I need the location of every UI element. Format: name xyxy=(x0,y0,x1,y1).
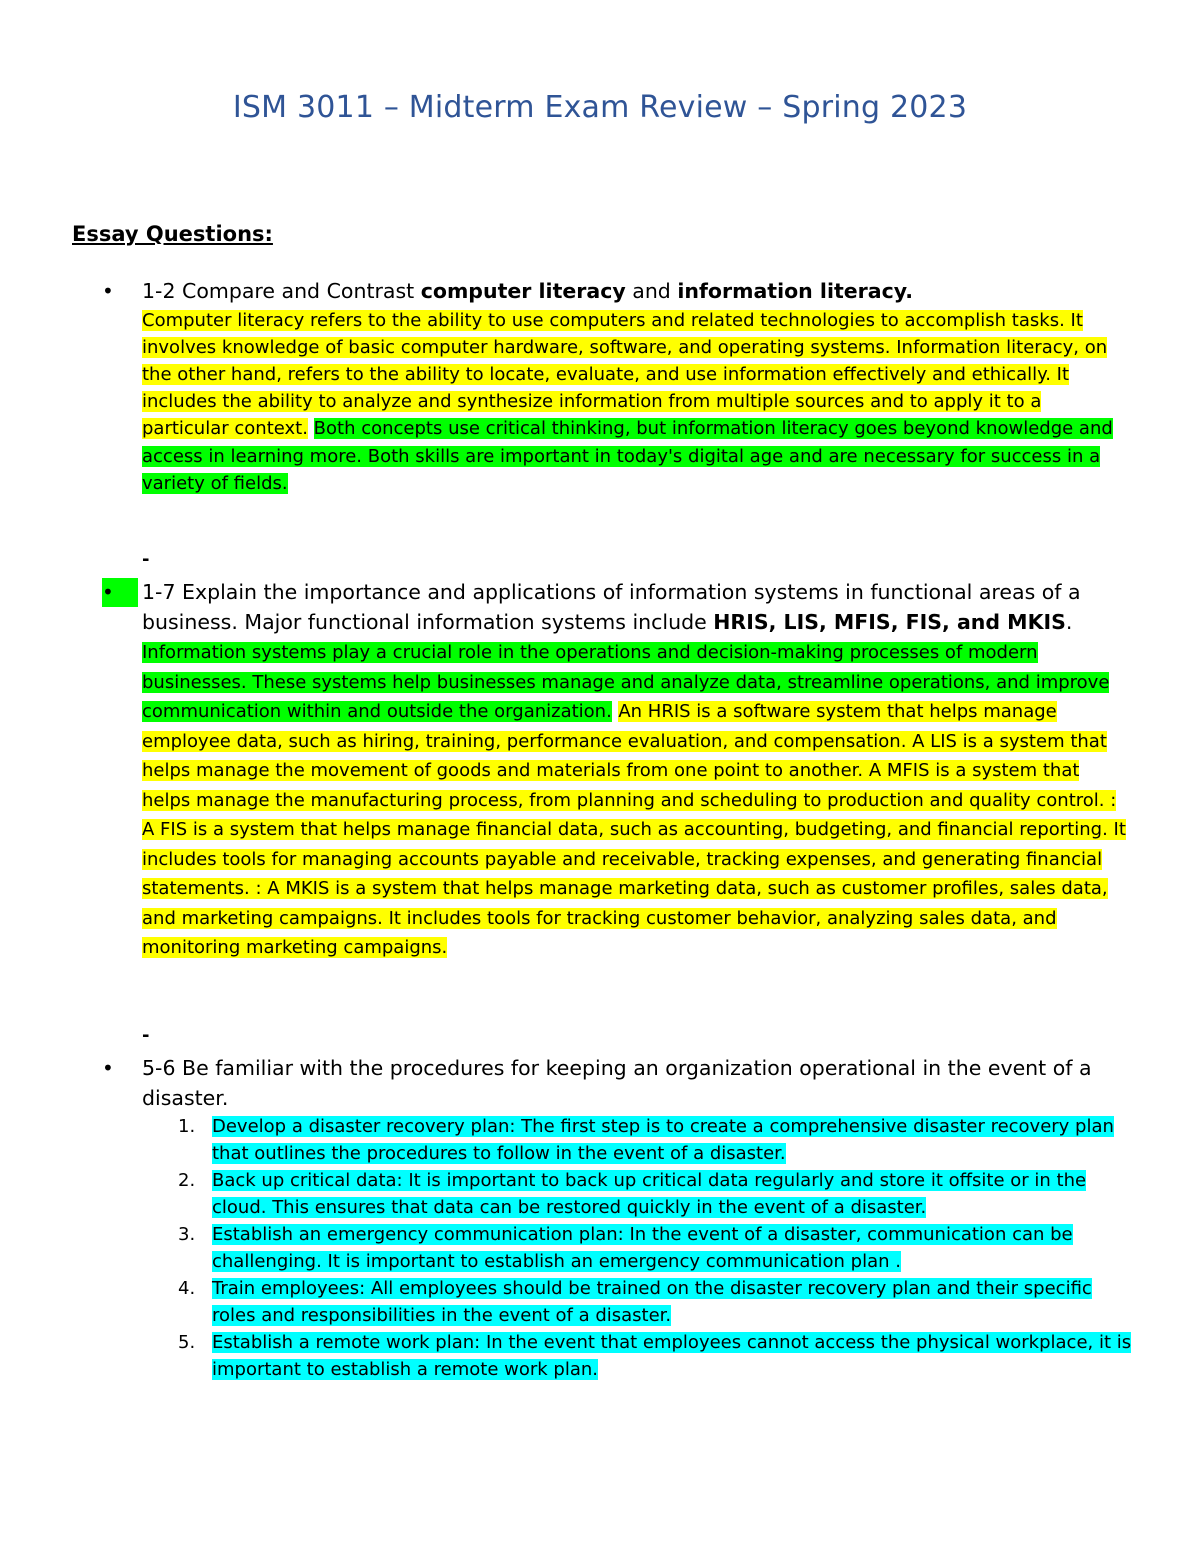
question-3-text: 5-6 Be familiar with the procedures for keeping an organization operational in the event of a disaster. xyxy=(142,1056,1092,1110)
list-item: 3. Establish an emergency communication plan: In the event of a disaster, communication can be challenging. It is important to establish an emergency communication plan . xyxy=(178,1224,1073,1272)
disaster-steps-list xyxy=(142,1113,1132,1383)
separator-dash: - xyxy=(142,549,150,570)
question-1-text xyxy=(142,277,1132,307)
section-heading: Essay Questions: xyxy=(72,222,273,246)
step-text: Establish an emergency communication plan: In the event of a disaster, communication can be challenging. It is important to establish an emergency communication plan . xyxy=(212,1224,1073,1272)
step-text: Develop a disaster recovery plan: The first step is to create a comprehensive disaster recovery plan that outlines the procedures to follow in the event of a disaster. xyxy=(212,1116,1114,1164)
step-text: Back up critical data: It is important to back up critical data regularly and store it offsite or in the cloud. This ensures that data can be restored quickly in the event of a disaster. xyxy=(212,1170,1087,1218)
question-1-answer xyxy=(142,307,1132,497)
question-2-systems: HRIS, LIS, MFIS, FIS, and MKIS xyxy=(713,609,1066,634)
question-2-period: . xyxy=(1065,609,1073,634)
question-2-body xyxy=(142,578,1132,962)
question-3-body xyxy=(142,1054,1132,1113)
answer-1-yellow-highlight: Computer literacy refers to the ability to use computers and related technologies to accomplish tasks. It involves knowledge of basic computer hardware, software, and operating systems. Information literacy, on the other hand, refers to the ability to locate, evaluate, and use information effectively and ethically. It includes the ability to analyze and synthesize information from multiple sources and to apply it to a particular context. xyxy=(142,309,1108,440)
bullet-icon: • xyxy=(102,279,114,303)
bullet-icon: • xyxy=(102,1056,114,1080)
question-3 xyxy=(72,1054,1132,1383)
list-item: 2. Back up critical data: It is important to back up critical data regularly and store it offsite or in the cloud. This ensures that data can be restored quickly in the event of a disaster. xyxy=(178,1170,1087,1218)
question-1-term-information-literacy: information literacy. xyxy=(677,279,914,303)
list-item: 1. Develop a disaster recovery plan: The first step is to create a comprehensive disaster recovery plan that outlines the procedures to follow in the event of a disaster. xyxy=(178,1116,1114,1164)
answer-1-green-highlight: Both concepts use critical thinking, but information literacy goes beyond knowledge and access in learning more. Both skills are important in today's digital age and are necessary for success in a variety of fields. xyxy=(142,418,1113,494)
bullet-icon: • xyxy=(102,578,138,607)
question-1-prefix: 1-2 Compare and Contrast xyxy=(142,279,421,303)
document-title: ISM 3011 – Midterm Exam Review – Spring 2023 xyxy=(232,90,968,125)
list-item: 5. Establish a remote work plan: In the event that employees cannot access the physical workplace, it is important to establish a remote work plan. xyxy=(178,1332,1132,1380)
question-2-prefix: 1-7 Explain the importance and applications of information systems in functional areas of a business. Major functional information systems include xyxy=(142,580,1081,634)
question-1 xyxy=(72,277,1132,497)
question-2 xyxy=(72,578,1132,962)
separator-dash: - xyxy=(142,1025,150,1046)
question-1-mid: and xyxy=(625,279,678,303)
question-1-term-computer-literacy: computer literacy xyxy=(420,279,626,303)
question-1-body xyxy=(142,277,1132,497)
answer-2-yellow-highlight: An HRIS is a software system that helps manage employee data, such as hiring, training, performance evaluation, and compensation. A LIS is a system that helps manage the movement of goods and materials from one point to another. A MFIS is a system that helps manage the manufacturing process, from planning and scheduling to production and quality control. : A FIS is a system that helps manage financial data, such as accounting, budgeting, and financial reporting. It includes tools for managing accounts payable and receivable, tracking expenses, and generating financial statements. : A MKIS is a system that helps manage marketing data, such as customer profiles, sales data, and marketing campaigns. It includes tools for tracking customer behavior, analyzing sales data, and monitoring marketing campaigns. xyxy=(142,701,1126,958)
step-text: Establish a remote work plan: In the event that employees cannot access the physical workplace, it is important to establish a remote work plan. xyxy=(212,1332,1132,1380)
step-text: Train employees: All employees should be trained on the disaster recovery plan and their specific roles and responsibilities in the event of a disaster. xyxy=(212,1278,1092,1326)
answer-2-green-highlight: Information systems play a crucial role in the operations and decision-making processes of modern businesses. These systems help businesses manage and analyze data, streamline operations, and improve communication within and outside the organization. xyxy=(142,642,1110,722)
list-item: 4. Train employees: All employees should be trained on the disaster recovery plan and their specific roles and responsibilities in the event of a disaster. xyxy=(178,1278,1092,1326)
